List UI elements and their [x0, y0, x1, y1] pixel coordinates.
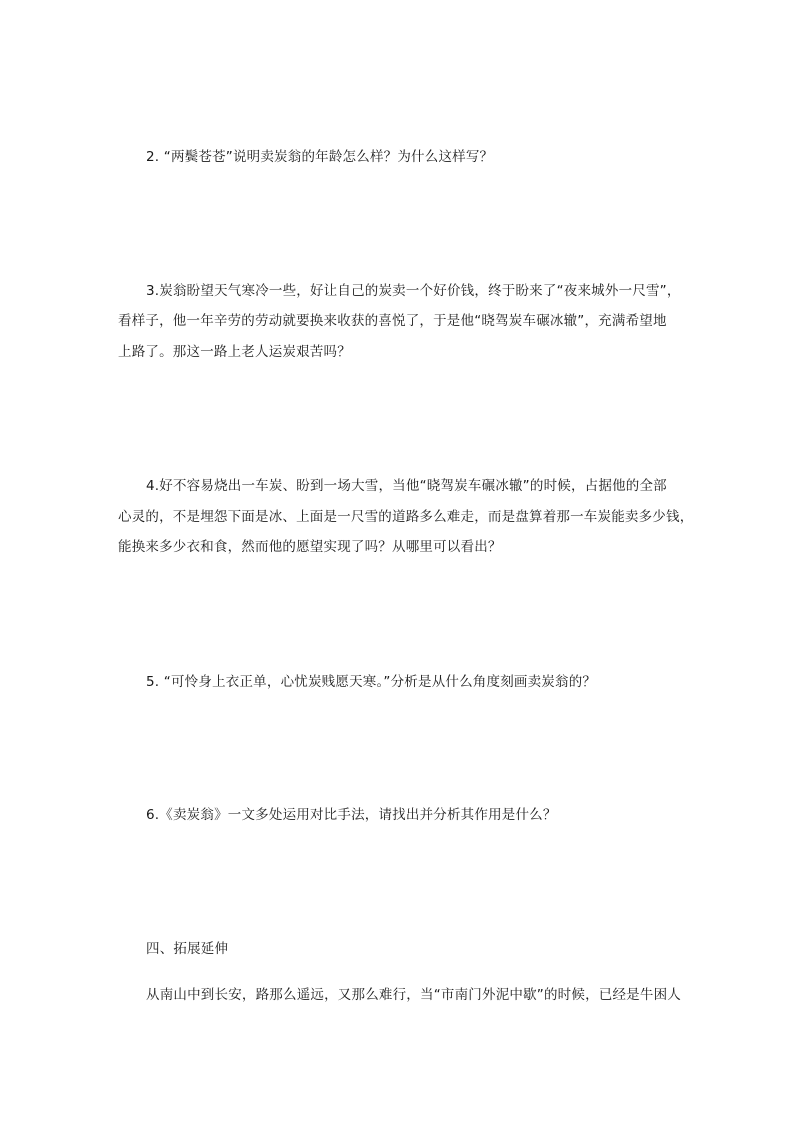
section-4-line-1: 从南山中到长安，路那么遥远，又那么难行，当“市南门外泥中歇”的时候，已经是牛困人 — [146, 987, 681, 1003]
question-4-line-1: 4.好不容易烧出一车炭、盼到一场大雪，当他“晓驾炭车碾冰辙”的时候，占据他的全部 — [146, 478, 667, 494]
question-3-line-1: 3.炭翁盼望天气寒冷一些，好让自己的炭卖一个好价钱，终于盼来了“夜来城外一尺雪”， — [146, 283, 681, 299]
question-5-text: 5. “可怜身上衣正单，心忧炭贱愿天寒。”分析是从什么角度刻画卖炭翁的？ — [146, 674, 597, 690]
question-2-text: 2. “两鬓苍苍”说明卖炭翁的年龄怎么样？为什么这样写？ — [146, 149, 494, 165]
question-4-line-3: 能换来多少衣和食，然而他的愿望实现了吗？从哪里可以看出？ — [118, 539, 502, 555]
question-3-line-3: 上路了。那这一路上老人运炭艰苦吗？ — [118, 344, 351, 360]
question-4-line-2: 心灵的，不是埋怨下面是冰、上面是一尺雪的道路多么难走，而是盘算着那一车炭能卖多少钱， — [118, 509, 694, 525]
question-3-line-2: 看样子，他一年辛劳的劳动就要换来收获的喜悦了，于是他“晓驾炭车碾冰辙”，充满希望地 — [118, 313, 667, 329]
question-6-text: 6.《卖炭翁》一文多处运用对比手法，请找出并分析其作用是什么？ — [146, 807, 557, 823]
section-heading: 四、拓展延伸 — [146, 941, 229, 957]
